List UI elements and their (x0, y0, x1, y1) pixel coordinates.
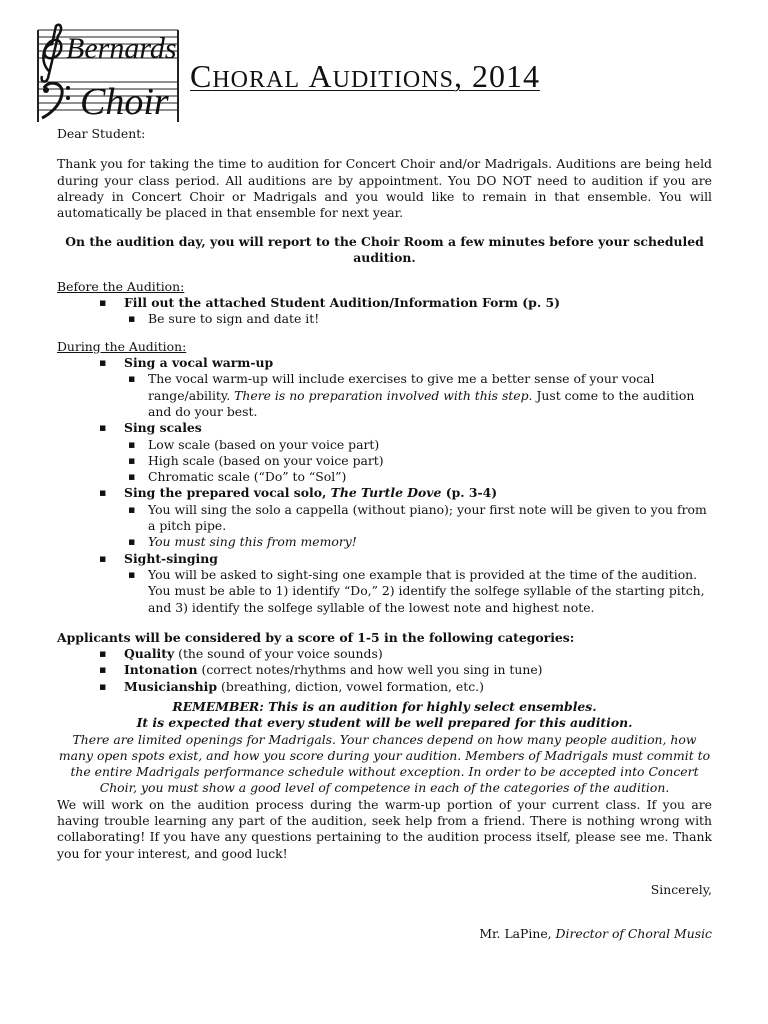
list-item: ▪ You will be asked to sight-sing one example that is provided at the time of the audition. You must be able to 1) identify “Do,” 2) identify the solfege syllable of the starting pitch, and 3) identify the solfege syllable of the lowest note and highest note. (124, 567, 712, 616)
list-item: ▪ Musicianship (breathing, diction, vowel formation, etc.) (57, 679, 712, 695)
letter-body (57, 126, 712, 943)
list-item: ▪ Chromatic scale (“Do” to “Sol”) (124, 469, 712, 485)
categories-heading: Applicants will be considered by a score of 1-5 in the following categories: (57, 629, 575, 645)
list-item: ▪ Be sure to sign and date it! (124, 311, 712, 327)
madrigals-paragraph: There are limited openings for Madrigals. Your chances depend on how many people audition, how many open spots exist, and how you score during your audition. Members of Madrigals must commit to the entire Madrigals performance schedule without exception. In order to be accepted into Concert Choir, you must show a good level of competence in each of the categories of the audition. (58, 731, 711, 796)
list-item: ▪ Fill out the attached Student Audition/Information Form (p. 5) ▪ Be sure to sign and date it! (57, 295, 712, 328)
list-item: ▪ Sing a vocal warm-up ▪ The vocal warm-up will include exercises to give me a better sense of your vocal range/ability. There is no preparation involved with this step. Just come to the audition and do your best. (57, 355, 712, 420)
do-not-emphasis: DO NOT (476, 172, 532, 188)
list-item: ▪ Intonation (correct notes/rhythms and how well you sing in tune) (57, 662, 712, 678)
during-heading: During the Audition: (57, 338, 187, 354)
list-item: ▪ You must sing this from memory! (124, 534, 712, 550)
signoff: Sincerely, (650, 881, 712, 897)
logo-text-choir: Choir (80, 81, 169, 123)
signature: Mr. LaPine, Director of Choral Music (479, 926, 712, 942)
list-item: ▪ Quality (the sound of your voice sounds) (57, 646, 712, 662)
list-item: ▪ Sing the prepared vocal solo, The Turtle Dove (p. 3-4) ▪ You will sing the solo a cappella (without piano); your first note will be given to you from a pitch pipe. ▪ You must sing this from memory! (57, 485, 712, 550)
list-item: ▪ You will sing the solo a cappella (without piano); your first note will be given to you from a pitch pipe. (124, 502, 712, 535)
page-title: CHORAL AUDITIONS, 2014 (190, 58, 540, 94)
list-item: ▪ Low scale (based on your voice part) (124, 437, 712, 453)
before-heading: Before the Audition: (57, 278, 185, 294)
choir-logo (34, 22, 182, 130)
list-item: ▪ Sing scales ▪ Low scale (based on your voice part) ▪ High scale (based on your voice part) ▪ Chromatic scale (“Do” to “Sol”) (57, 420, 712, 485)
remember-line-1: REMEMBER: This is an audition for highly select ensembles. (172, 698, 597, 714)
list-item: ▪ The vocal warm-up will include exercises to give me a better sense of your vocal range/ability. There is no preparation involved with this step. Just come to the audition and do your best. (124, 371, 712, 420)
greeting: Dear Student: (57, 126, 146, 141)
remember-line-2: It is expected that every student will be well prepared for this audition. (136, 715, 633, 731)
intro-paragraph: Thank you for taking the time to audition for Concert Choir and/or Madrigals. Auditions are being held during your class period. All auditions are by appointment. You DO NOT need to audition if you are already in Concert Choir or Madrigals and you would like to remain in that ensemble. You will automatically be placed in that ensemble for next year. (57, 156, 712, 221)
list-item: ▪ High scale (based on your voice part) (124, 453, 712, 469)
audition-day-note: On the audition day, you will report to the Choir Room a few minutes before your scheduled audition. (65, 233, 704, 266)
list-item: ▪ Sight-singing ▪ You will be asked to sight-sing one example that is provided at the time of the audition. You must be able to 1) identify “Do,” 2) identify the solfege syllable of the starting pitch, and 3) identify the solfege syllable of the lowest note and highest note. (57, 551, 712, 616)
closing-paragraph: We will work on the audition process during the warm-up portion of your current class. If you are having trouble learning any part of the audition, seek help from a friend. There is nothing wrong with collaborating! If you have any questions pertaining to the audition process itself, please see me. Thank you for your interest, and good luck! (57, 796, 712, 861)
logo-text-bernards: Bernards (66, 32, 177, 65)
